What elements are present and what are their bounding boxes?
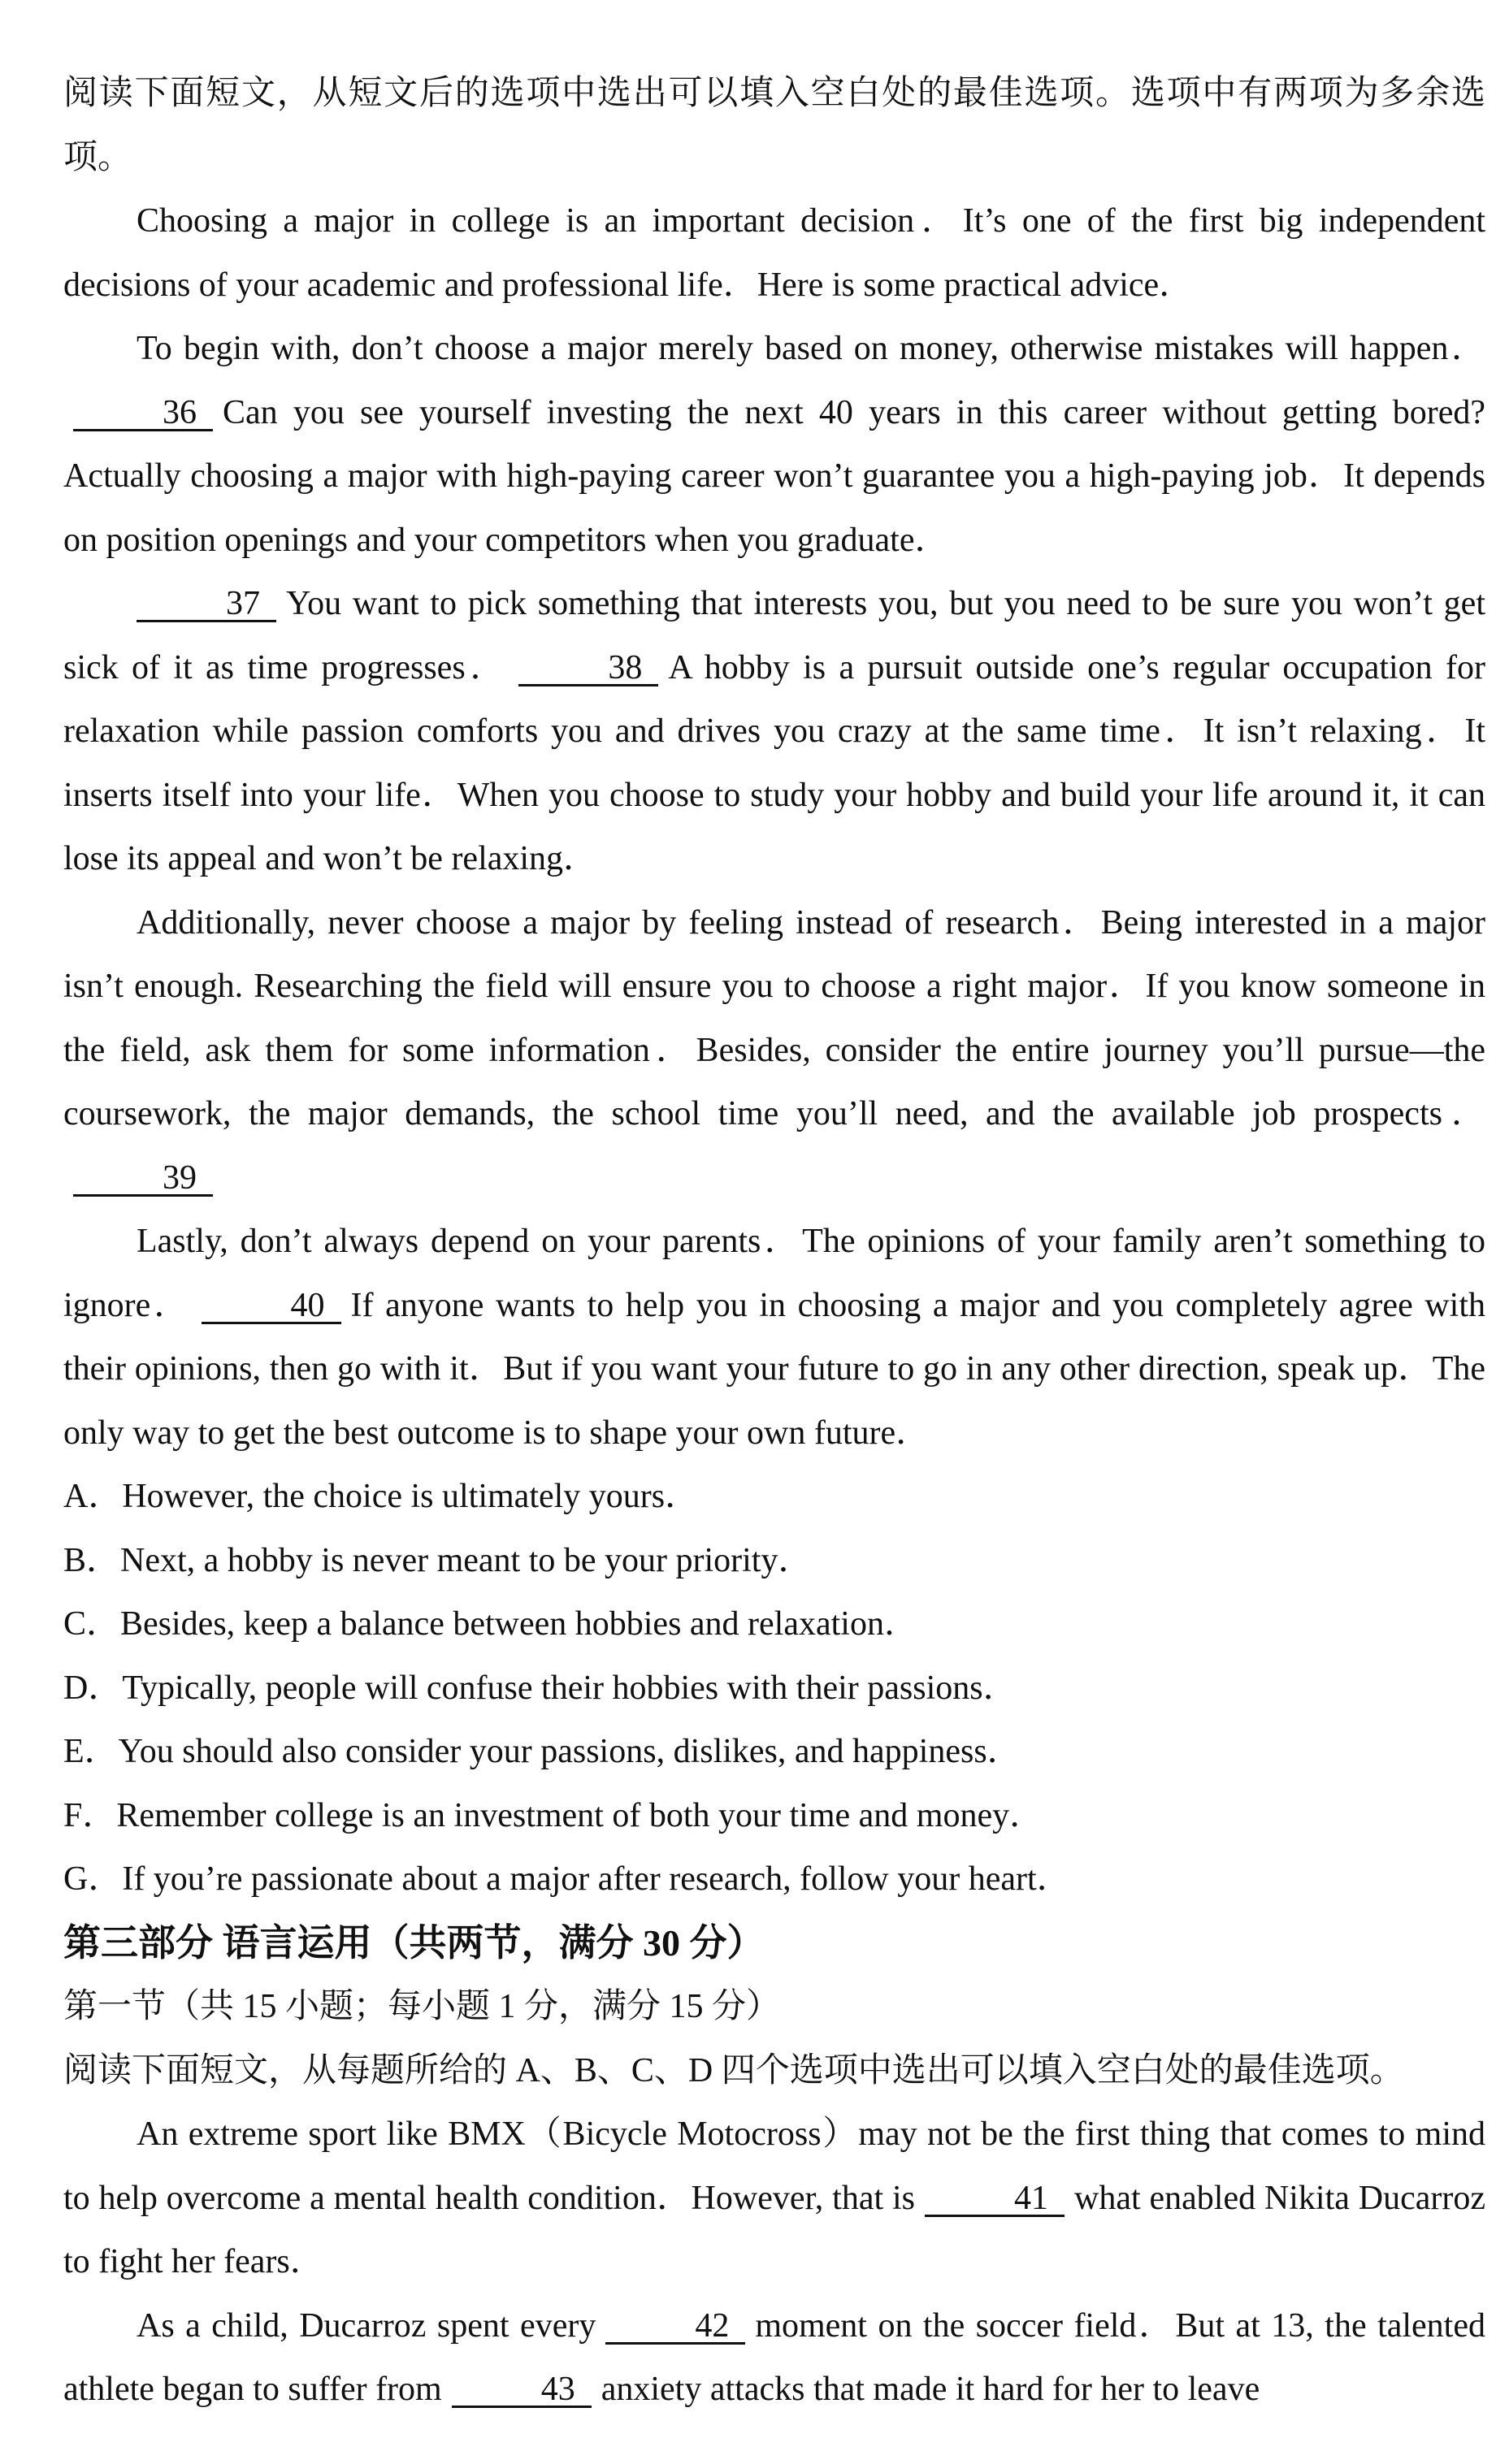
paragraph-text: As a child, Ducarroz spent every (137, 2306, 596, 2345)
blank-39: 39 (73, 1162, 213, 1197)
paragraph-text: You want to pick something that interests you, but you need to be sure you won’t get sick of it as time progresses． (63, 585, 1485, 686)
option-a: A．However, the choice is ultimately yours． (63, 1478, 700, 1515)
cloze-paragraph-2 (63, 2294, 1485, 2422)
blank-43: 43 (452, 2373, 592, 2408)
paragraph-text: moment on the soccer field．But at 13, the talented athlete began to suffer from (63, 2306, 1485, 2408)
cloze-paragraph-1 (63, 2102, 1485, 2294)
paragraph-text: A hobby is a pursuit outside one’s regular occupation for relaxation while passion comforts you and drives you crazy at the same time．It isn’t relaxing．It inserts itself into your life．When you choose to study your hobby and build your life around it, it can lose its appeal and won’t be relaxing． (63, 648, 1485, 877)
paragraph-text: An extreme sport like BMX（Bicycle Motocross）may not be the first thing that comes to mind to help overcome a mental health condition．However, that is (63, 2115, 1485, 2217)
blank-38: 38 (518, 652, 658, 686)
paragraph-text: Can you see yourself investing the next 40 years in this career without getting bored? Actually choosing a major with high-paying career won’t guarantee you a high-paying job．It depends on position openings and your competitors when you graduate． (63, 393, 1485, 559)
passage-paragraph-2 (63, 317, 1485, 572)
option-c: C．Besides, keep a balance between hobbies and relaxation． (63, 1605, 918, 1643)
blank-41: 41 (925, 2182, 1065, 2217)
option-g: G．If you’re passionate about a major after research, follow your heart． (63, 1860, 1071, 1898)
paragraph-text: anxiety attacks that made it hard for her to leave (601, 2371, 1260, 2408)
passage-paragraph-3 (63, 572, 1485, 891)
passage-paragraph-1: Choosing a major in college is an important decision．It’s one of the first big independent decisions of your academic and professional life．Here is some practical advice． (63, 202, 1485, 304)
section-instruction: 阅读下面短文，从短文后的选项中选出可以填入空白处的最佳选项。选项中有两项为多余选项。 (63, 75, 1485, 176)
options-list (63, 1465, 1485, 1912)
paragraph-text: Lastly, don’t always depend on your parents．The opinions of your family aren’t something to ignore． (63, 1223, 1485, 1324)
section-subheading: 第一节（共 15 小题；每小题 1 分，满分 15 分） (63, 1988, 781, 2025)
part-heading: 第三部分 语言运用（共两节，满分 30 分） (63, 1921, 765, 1964)
passage-paragraph-5 (63, 1210, 1485, 1465)
paragraph-text: If anyone wants to help you in choosing a major and you completely agree with their opinions, then go with it．But if you want your future to go in any other direction, speak up．The only way to get the best outcome is to shape your own future． (63, 1286, 1485, 1452)
document-page (63, 62, 1485, 2422)
paragraph-text: To begin with, don’t choose a major merely based on money, otherwise mistakes will happen． (137, 330, 1485, 367)
option-d: D．Typically, people will confuse their hobbies with their passions． (63, 1669, 1017, 1707)
cloze-instruction: 阅读下面短文，从每题所给的 A、B、C、D 四个选项中选出可以填入空白处的最佳选项。 (63, 2051, 1404, 2089)
option-f: F．Remember college is an investment of both your time and money． (63, 1796, 1044, 1834)
paragraph-text: Additionally, never choose a major by feeling instead of research．Being interested in a major isn’t enough. Researching the field will ensure you to choose a right major．If you know someone in the field, ask them for some information．Besides, consider the entire journey you’ll pursue—the coursework, the major demands, the school time you’ll need, and the available job prospects． (63, 903, 1485, 1132)
blank-42: 42 (605, 2310, 745, 2345)
option-e: E．You should also consider your passions, dislikes, and happiness． (63, 1733, 1021, 1770)
blank-36: 36 (73, 396, 213, 431)
option-b: B．Next, a hobby is never meant to be your priority． (63, 1541, 813, 1579)
passage-paragraph-4 (63, 891, 1485, 1210)
blank-40: 40 (202, 1289, 341, 1324)
blank-37: 37 (137, 587, 276, 622)
paragraph-text: what enabled Nikita Ducarroz to fight her fears． (63, 2179, 1485, 2280)
